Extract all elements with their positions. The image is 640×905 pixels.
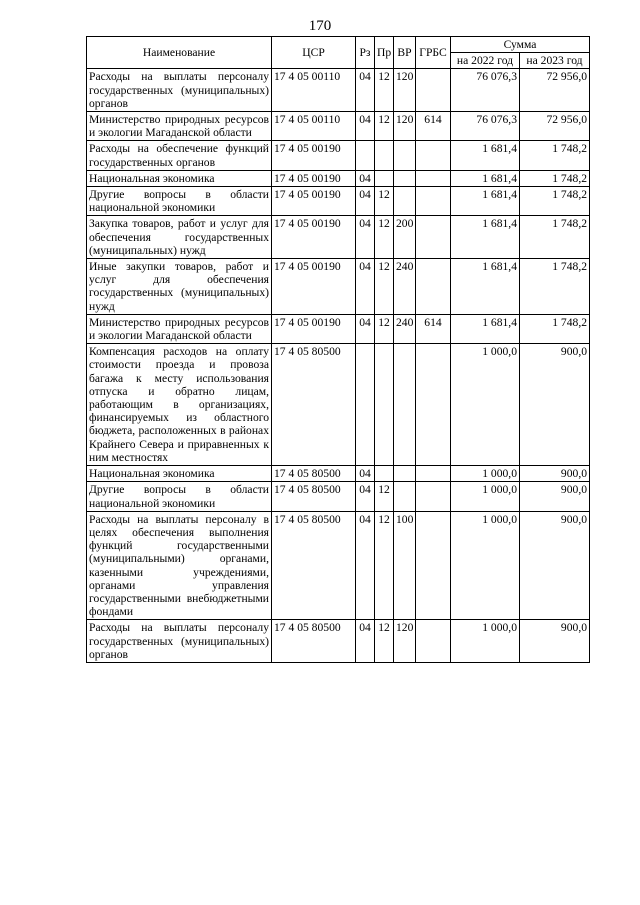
cell-pr: 12 [375, 620, 394, 663]
cell-vr [394, 344, 416, 466]
cell-grbs [416, 511, 451, 620]
cell-vr: 100 [394, 511, 416, 620]
header-csr: ЦСР [272, 37, 356, 69]
cell-vr: 240 [394, 314, 416, 343]
cell-rz [356, 141, 375, 170]
cell-s2023: 900,0 [520, 344, 590, 466]
cell-s2023: 1 748,2 [520, 170, 590, 186]
cell-vr: 120 [394, 620, 416, 663]
header-year-2022: на 2022 год [451, 53, 520, 69]
table-row [87, 259, 590, 315]
cell-pr: 12 [375, 482, 394, 511]
header-rz: Рз [356, 37, 375, 69]
cell-grbs [416, 259, 451, 315]
cell-rz: 04 [356, 187, 375, 216]
cell-s2023: 900,0 [520, 466, 590, 482]
cell-vr: 120 [394, 112, 416, 141]
cell-name: Компенсация расходов на оплату стоимости проезда и провоза багажа к месту использования отпуска и обратно лицам, работающим в организациях, финансируемых из областного бюджета, расположенных в районах Крайнего Севера и приравненных к ним местностях [87, 344, 272, 466]
cell-s2023: 1 748,2 [520, 187, 590, 216]
cell-name: Иные закупки товаров, работ и услуг для обеспечения государственных (муниципальных) нужд [87, 259, 272, 315]
cell-name: Министерство природных ресурсов и экологии Магаданской области [87, 112, 272, 141]
cell-s2023: 1 748,2 [520, 216, 590, 259]
cell-csr: 17 4 05 00190 [272, 141, 356, 170]
cell-vr [394, 170, 416, 186]
header-grbs: ГРБС [416, 37, 451, 69]
cell-s2022: 1 681,4 [451, 314, 520, 343]
cell-s2022: 1 681,4 [451, 170, 520, 186]
cell-s2023: 900,0 [520, 620, 590, 663]
header-sum: Сумма [451, 37, 590, 53]
cell-s2023: 72 956,0 [520, 69, 590, 112]
cell-s2023: 1 748,2 [520, 141, 590, 170]
cell-s2022: 1 000,0 [451, 511, 520, 620]
table-row [87, 69, 590, 112]
cell-rz: 04 [356, 170, 375, 186]
cell-name: Расходы на обеспечение функций государственных органов [87, 141, 272, 170]
table-row [87, 344, 590, 466]
cell-vr: 120 [394, 69, 416, 112]
table-row [87, 511, 590, 620]
cell-s2022: 1 000,0 [451, 466, 520, 482]
cell-pr: 12 [375, 187, 394, 216]
cell-pr: 12 [375, 511, 394, 620]
cell-pr [375, 170, 394, 186]
cell-s2022: 1 000,0 [451, 620, 520, 663]
cell-s2022: 1 000,0 [451, 344, 520, 466]
cell-s2022: 1 000,0 [451, 482, 520, 511]
cell-s2023: 900,0 [520, 511, 590, 620]
cell-s2022: 1 681,4 [451, 259, 520, 315]
cell-csr: 17 4 05 80500 [272, 344, 356, 466]
cell-rz: 04 [356, 69, 375, 112]
cell-vr: 240 [394, 259, 416, 315]
cell-pr: 12 [375, 69, 394, 112]
header-pr: Пр [375, 37, 394, 69]
cell-s2022: 1 681,4 [451, 216, 520, 259]
cell-grbs [416, 216, 451, 259]
cell-s2022: 1 681,4 [451, 141, 520, 170]
cell-rz: 04 [356, 466, 375, 482]
cell-s2022: 1 681,4 [451, 187, 520, 216]
cell-csr: 17 4 05 00190 [272, 314, 356, 343]
cell-pr: 12 [375, 216, 394, 259]
cell-s2022: 76 076,3 [451, 69, 520, 112]
cell-grbs [416, 482, 451, 511]
cell-csr: 17 4 05 00190 [272, 216, 356, 259]
cell-vr [394, 141, 416, 170]
cell-rz: 04 [356, 511, 375, 620]
cell-grbs [416, 141, 451, 170]
cell-vr [394, 187, 416, 216]
cell-name: Расходы на выплаты персоналу государственных (муниципальных) органов [87, 620, 272, 663]
cell-csr: 17 4 05 80500 [272, 620, 356, 663]
cell-pr: 12 [375, 259, 394, 315]
cell-csr: 17 4 05 80500 [272, 466, 356, 482]
cell-grbs [416, 344, 451, 466]
cell-csr: 17 4 05 00190 [272, 259, 356, 315]
table-header-row [87, 37, 590, 53]
budget-table [86, 36, 590, 663]
cell-rz: 04 [356, 314, 375, 343]
cell-name: Другие вопросы в области национальной экономики [87, 187, 272, 216]
cell-grbs [416, 466, 451, 482]
cell-pr [375, 344, 394, 466]
table-row [87, 482, 590, 511]
cell-s2023: 72 956,0 [520, 112, 590, 141]
table-row [87, 466, 590, 482]
cell-s2023: 1 748,2 [520, 259, 590, 315]
cell-s2023: 1 748,2 [520, 314, 590, 343]
cell-rz: 04 [356, 620, 375, 663]
cell-name: Расходы на выплаты персоналу государственных (муниципальных) органов [87, 69, 272, 112]
table-row [87, 620, 590, 663]
cell-vr [394, 482, 416, 511]
cell-grbs [416, 69, 451, 112]
cell-csr: 17 4 05 00110 [272, 112, 356, 141]
cell-rz: 04 [356, 482, 375, 511]
cell-name: Национальная экономика [87, 170, 272, 186]
cell-csr: 17 4 05 80500 [272, 511, 356, 620]
cell-grbs: 614 [416, 112, 451, 141]
cell-rz [356, 344, 375, 466]
cell-name: Закупка товаров, работ и услуг для обеспечения государственных (муниципальных) нужд [87, 216, 272, 259]
cell-rz: 04 [356, 216, 375, 259]
cell-rz: 04 [356, 259, 375, 315]
table-row [87, 314, 590, 343]
cell-name: Министерство природных ресурсов и экологии Магаданской области [87, 314, 272, 343]
table-row [87, 141, 590, 170]
cell-csr: 17 4 05 00110 [272, 69, 356, 112]
cell-csr: 17 4 05 00190 [272, 170, 356, 186]
table-row [87, 170, 590, 186]
table-row [87, 187, 590, 216]
cell-grbs [416, 620, 451, 663]
cell-name: Национальная экономика [87, 466, 272, 482]
header-name: Наименование [87, 37, 272, 69]
cell-grbs [416, 170, 451, 186]
cell-pr: 12 [375, 112, 394, 141]
table-row [87, 216, 590, 259]
cell-pr [375, 141, 394, 170]
cell-name: Расходы на выплаты персоналу в целях обеспечения выполнения функций государственными (муниципальными) органами, казенными учреждениями, органами управления государственными внебюджетными фондами [87, 511, 272, 620]
cell-s2023: 900,0 [520, 482, 590, 511]
table-body [87, 69, 590, 663]
cell-pr: 12 [375, 314, 394, 343]
cell-name: Другие вопросы в области национальной экономики [87, 482, 272, 511]
cell-s2022: 76 076,3 [451, 112, 520, 141]
cell-vr [394, 466, 416, 482]
cell-csr: 17 4 05 00190 [272, 187, 356, 216]
cell-csr: 17 4 05 80500 [272, 482, 356, 511]
header-year-2023: на 2023 год [520, 53, 590, 69]
cell-pr [375, 466, 394, 482]
page-number: 170 [308, 18, 332, 34]
cell-grbs: 614 [416, 314, 451, 343]
cell-grbs [416, 187, 451, 216]
table-row [87, 112, 590, 141]
cell-vr: 200 [394, 216, 416, 259]
header-vr: ВР [394, 37, 416, 69]
cell-rz: 04 [356, 112, 375, 141]
